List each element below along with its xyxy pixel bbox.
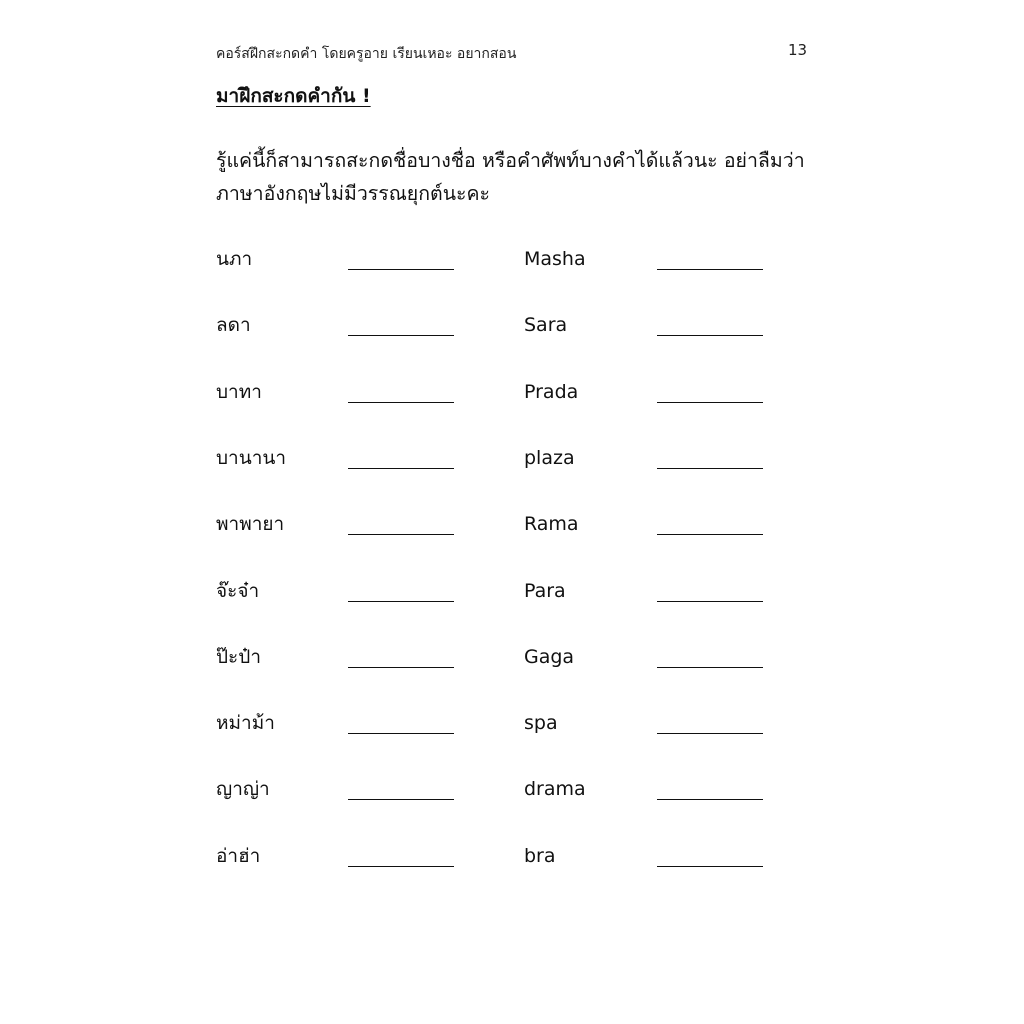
answer-blank-thai <box>348 667 454 668</box>
answer-blank-english <box>657 468 763 469</box>
header-title: คอร์สฝึกสะกดคำ โดยครูอาย เรียนเหอะ อยากสอน <box>216 46 517 62</box>
exercise-row <box>0 310 1024 350</box>
thai-word: ญาญ่า <box>216 778 270 801</box>
english-word: drama <box>524 778 586 801</box>
answer-blank-thai <box>348 335 454 336</box>
exercise-row <box>0 774 1024 814</box>
answer-blank-thai <box>348 269 454 270</box>
answer-blank-english <box>657 799 763 800</box>
english-word: Gaga <box>524 645 575 668</box>
answer-blank-thai <box>348 402 454 403</box>
english-word: plaza <box>524 446 575 469</box>
answer-blank-english <box>657 667 763 668</box>
section-heading: มาฝึกสะกดคำกัน ! <box>216 85 371 107</box>
answer-blank-thai <box>348 601 454 602</box>
intro-paragraph <box>216 144 805 210</box>
answer-blank-english <box>657 733 763 734</box>
exercise-row <box>0 377 1024 417</box>
exercise-row <box>0 642 1024 682</box>
english-word: Para <box>524 579 566 602</box>
thai-word: พาพายา <box>216 513 285 536</box>
exercise-row <box>0 509 1024 549</box>
exercise-row <box>0 443 1024 483</box>
answer-blank-thai <box>348 866 454 867</box>
answer-blank-english <box>657 601 763 602</box>
answer-blank-thai <box>348 534 454 535</box>
exercise-row <box>0 841 1024 881</box>
thai-word: นภา <box>216 248 253 270</box>
intro-line-2: ภาษาอังกฤษไม่มีวรรณยุกต์นะคะ <box>216 182 491 205</box>
exercise-row <box>0 576 1024 616</box>
english-word: Sara <box>524 314 568 337</box>
answer-blank-thai <box>348 733 454 734</box>
english-word: bra <box>524 844 556 867</box>
answer-blank-thai <box>348 799 454 800</box>
intro-line-1: รู้แค่นี้ก็สามารถสะกดชื่อบางชื่อ หรือคำศัพท์บางคำได้แล้วนะ อย่าลืมว่า <box>216 149 805 172</box>
english-word: Rama <box>524 513 579 536</box>
answer-blank-english <box>657 534 763 535</box>
thai-word: บานานา <box>216 446 287 469</box>
thai-word: ป๊ะป๋า <box>216 645 261 668</box>
thai-word: บาทา <box>216 380 262 403</box>
english-word: spa <box>524 712 558 735</box>
english-word: Prada <box>524 380 579 403</box>
answer-blank-english <box>657 866 763 867</box>
thai-word: อ่าฮ่า <box>216 844 261 867</box>
thai-word: ลดา <box>216 314 251 337</box>
page-number: 13 <box>788 41 808 59</box>
answer-blank-english <box>657 402 763 403</box>
answer-blank-thai <box>348 468 454 469</box>
exercise-row <box>0 708 1024 748</box>
answer-blank-english <box>657 335 763 336</box>
answer-blank-english <box>657 269 763 270</box>
exercise-row <box>0 244 1024 284</box>
thai-word: จ๊ะจ๋า <box>216 579 260 602</box>
thai-word: หม่าม้า <box>216 712 275 735</box>
english-word: Masha <box>524 248 586 270</box>
